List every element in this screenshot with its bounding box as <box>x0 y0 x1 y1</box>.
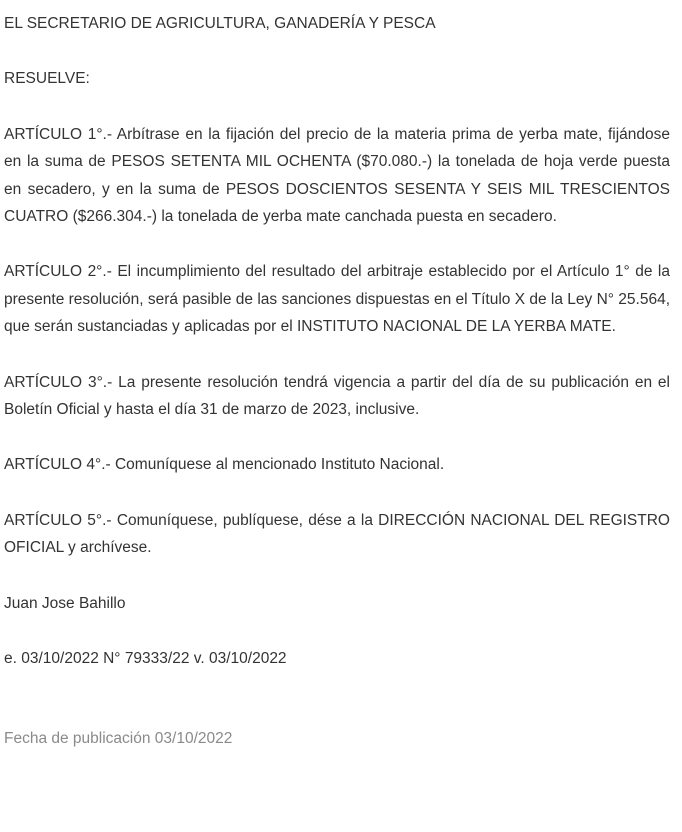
spacer <box>4 562 670 590</box>
resolves-heading: RESUELVE: <box>4 70 90 88</box>
spacer <box>4 341 670 369</box>
spacer <box>4 230 670 258</box>
spacer <box>4 479 670 507</box>
signatory-name: Juan Jose Bahillo <box>4 594 126 612</box>
spacer <box>4 93 670 121</box>
spacer <box>4 423 670 451</box>
article-1: ARTÍCULO 1°.- Arbítrase en la fijación del precio de la materia prima de yerba mate, fijándose en la suma de PESOS SETENTA MIL OCHENTA ($70.080.-) la tonelada de hoja verde puesta en secadero, y en la suma de PESOS DOSCIENTOS SESENTA Y SEIS MIL TRESCIENTOS CUATRO ($266.304.-) la tonelada de yerba mate canchada puesta en secadero. <box>4 125 670 226</box>
issuing-authority: EL SECRETARIO DE AGRICULTURA, GANADERÍA Y PESCA <box>4 15 436 32</box>
spacer <box>4 673 670 725</box>
article-3: ARTÍCULO 3°.- La presente resolución tendrá vigencia a partir del día de su publicación en el Boletín Oficial y hasta el día 31 de marzo de 2023, inclusive. <box>4 373 670 419</box>
article-4: ARTÍCULO 4°.- Comuníquese al mencionado Instituto Nacional. <box>4 456 445 474</box>
spacer <box>4 617 670 645</box>
edition-line: e. 03/10/2022 N° 79333/22 v. 03/10/2022 <box>4 650 287 668</box>
article-5: ARTÍCULO 5°.- Comuníquese, publíquese, dése a la DIRECCIÓN NACIONAL DEL REGISTRO OFICIAL y archívese. <box>4 511 670 557</box>
publication-date: Fecha de publicación 03/10/2022 <box>4 729 233 747</box>
spacer <box>4 37 670 65</box>
article-2: ARTÍCULO 2°.- El incumplimiento del resultado del arbitraje establecido por el Artículo 1° de la presente resolución, será pasible de las sanciones dispuestas en el Título X de la Ley N° 25.564, que serán sustanciadas y aplicadas por el INSTITUTO NACIONAL DE LA YERBA MATE. <box>4 263 670 336</box>
resolution-document <box>4 10 670 752</box>
